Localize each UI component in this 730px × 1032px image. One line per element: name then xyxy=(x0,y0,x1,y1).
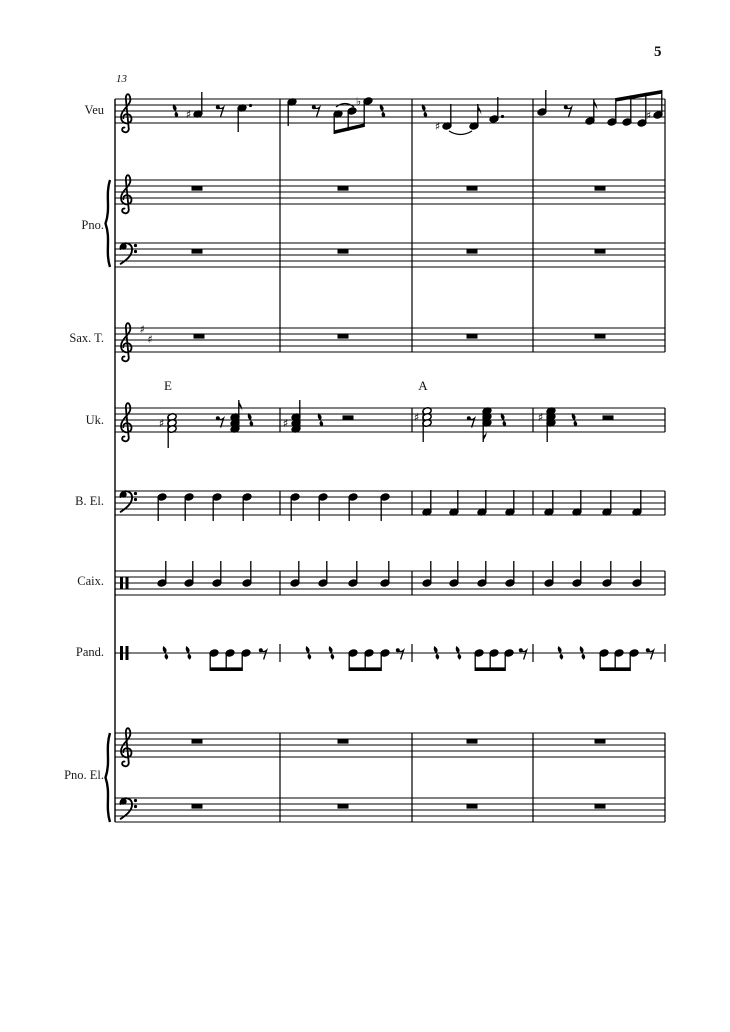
treble-clef-icon xyxy=(121,94,131,132)
whole-rest xyxy=(467,739,478,744)
instrument-label-caix: Caix. xyxy=(77,574,104,588)
whole-rest xyxy=(595,739,606,744)
instrument-label-pand: Pand. xyxy=(75,645,104,659)
whole-rest xyxy=(338,186,349,191)
eighth-rest xyxy=(566,107,572,116)
accidental: ♯ xyxy=(185,107,192,121)
whole-rest xyxy=(192,804,203,809)
accidental: ♯ xyxy=(139,322,145,336)
eighth-rest xyxy=(398,650,404,659)
instrument-label-veu: Veu xyxy=(84,103,104,117)
treble-clef-icon xyxy=(121,323,131,361)
whole-rest xyxy=(595,334,606,339)
half-rest xyxy=(603,415,614,420)
brace xyxy=(106,180,111,267)
eighth-rest xyxy=(261,650,267,659)
treble-clef-icon xyxy=(121,403,131,441)
percussion-clef-icon xyxy=(120,577,123,589)
whole-rest xyxy=(192,186,203,191)
page-number: 5 xyxy=(654,44,662,60)
instrument-label-uk: Uk. xyxy=(85,413,104,427)
whole-rest xyxy=(595,186,606,191)
whole-rest xyxy=(338,334,349,339)
beam xyxy=(334,123,364,134)
percussion-clef-icon xyxy=(126,646,129,660)
instrument-label-pno-el: Pno. El. xyxy=(64,768,104,782)
tie xyxy=(449,131,472,135)
whole-rest xyxy=(338,804,349,809)
accidental: ♯ xyxy=(147,332,153,346)
accidental: ♭ xyxy=(355,94,362,108)
bass-clef-icon xyxy=(134,805,137,808)
accidental: ♯ xyxy=(158,416,165,430)
brace xyxy=(106,733,111,822)
whole-rest xyxy=(467,249,478,254)
bass-clef-icon xyxy=(134,799,137,802)
instrument-label-pno: Pno. xyxy=(81,218,104,232)
whole-rest xyxy=(467,334,478,339)
beam xyxy=(616,90,662,102)
beam xyxy=(600,667,630,671)
bass-clef-icon xyxy=(134,492,137,495)
augmentation-dot xyxy=(501,115,504,118)
whole-rest xyxy=(192,739,203,744)
whole-rest xyxy=(595,249,606,254)
eighth-rest xyxy=(218,107,224,116)
instrument-label-sax-t: Sax. T. xyxy=(69,331,104,345)
eighth-rest xyxy=(648,650,654,659)
beam xyxy=(210,667,242,671)
percussion-clef-icon xyxy=(126,577,129,589)
beam xyxy=(349,667,381,671)
whole-rest xyxy=(194,334,205,339)
whole-rest xyxy=(338,739,349,744)
eighth-rest xyxy=(521,650,527,659)
accidental: ♯ xyxy=(645,108,652,122)
percussion-clef-icon xyxy=(120,646,123,660)
chord-symbol: A xyxy=(418,378,428,393)
accidental: ♯ xyxy=(413,410,420,424)
eighth-rest xyxy=(314,107,320,116)
augmentation-dot xyxy=(249,104,252,107)
accidental: ♯ xyxy=(537,410,544,424)
whole-rest xyxy=(338,249,349,254)
whole-rest xyxy=(467,804,478,809)
bass-clef-icon xyxy=(134,244,137,247)
treble-clef-icon xyxy=(121,175,131,213)
instrument-label-b-el: B. El. xyxy=(75,494,104,508)
half-rest xyxy=(343,415,354,420)
treble-clef-icon xyxy=(121,728,131,766)
accidental: ♯ xyxy=(282,416,289,430)
bass-clef-icon xyxy=(134,250,137,253)
bass-clef-icon xyxy=(134,498,137,501)
whole-rest xyxy=(192,249,203,254)
whole-rest xyxy=(595,804,606,809)
measure-number: 13 xyxy=(116,73,127,85)
chord-symbol: E xyxy=(164,378,172,393)
beam xyxy=(475,667,505,671)
whole-rest xyxy=(467,186,478,191)
accidental: ♯ xyxy=(434,119,441,133)
